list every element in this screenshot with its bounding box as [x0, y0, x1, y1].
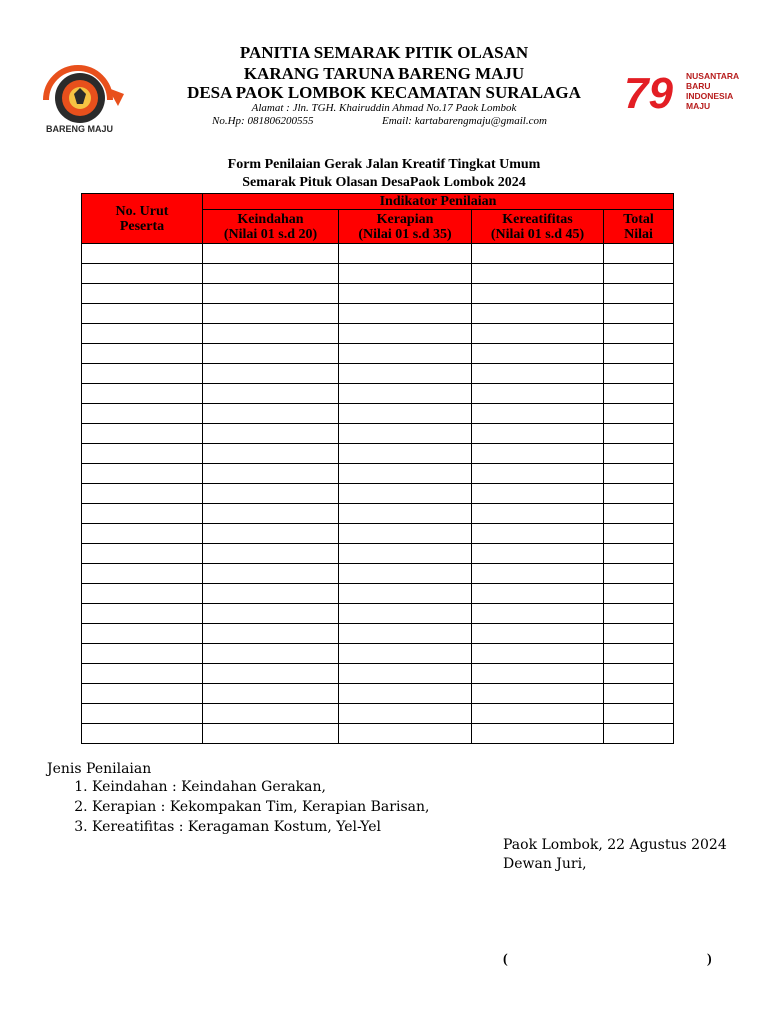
cell-kerapian[interactable] — [339, 444, 472, 464]
cell-total[interactable] — [604, 324, 674, 344]
cell-kerapian[interactable] — [339, 344, 472, 364]
cell-kerapian[interactable] — [339, 384, 472, 404]
table-row — [82, 264, 674, 284]
cell-no-urut[interactable] — [82, 664, 203, 684]
cell-kreatifitas[interactable] — [472, 424, 604, 444]
cell-kerapian[interactable] — [339, 504, 472, 524]
cell-total[interactable] — [604, 484, 674, 504]
cell-keindahan[interactable] — [203, 504, 339, 524]
header-keindahan-line-2: (Nilai 01 s.d 20) — [223, 226, 318, 242]
cell-kerapian[interactable] — [339, 264, 472, 284]
header-no-urut-line-2: Peserta — [119, 218, 165, 234]
header-kerapian-line-2: (Nilai 01 s.d 35) — [358, 226, 452, 242]
cell-no-urut[interactable] — [82, 384, 203, 404]
table-row — [82, 344, 674, 364]
form-title-line-2: Semarak Pituk Olasan DesaPaok Lombok 2024 — [242, 175, 526, 190]
cell-no-urut[interactable] — [82, 524, 203, 544]
cell-kreatifitas[interactable] — [472, 524, 604, 544]
cell-no-urut[interactable] — [82, 264, 203, 284]
cell-keindahan[interactable] — [203, 344, 339, 364]
cell-no-urut[interactable] — [82, 364, 203, 384]
table-row — [82, 364, 674, 384]
cell-kerapian[interactable] — [339, 324, 472, 344]
cell-kerapian[interactable] — [339, 604, 472, 624]
cell-total[interactable] — [604, 244, 674, 264]
cell-no-urut[interactable] — [82, 484, 203, 504]
cell-no-urut[interactable] — [82, 244, 203, 264]
cell-total[interactable] — [604, 724, 674, 744]
table-row — [82, 404, 674, 424]
cell-kerapian[interactable] — [339, 244, 472, 264]
cell-total[interactable] — [604, 644, 674, 664]
cell-kreatifitas[interactable] — [472, 244, 604, 264]
logo-left-text: BARENG MAJU — [46, 124, 114, 134]
cell-keindahan[interactable] — [203, 244, 339, 264]
cell-keindahan[interactable] — [203, 604, 339, 624]
cell-kreatifitas[interactable] — [472, 404, 604, 424]
cell-total[interactable] — [604, 284, 674, 304]
cell-kreatifitas[interactable] — [472, 624, 604, 644]
cell-no-urut[interactable] — [82, 464, 203, 484]
scoring-table-body — [82, 244, 674, 744]
cell-total[interactable] — [604, 664, 674, 684]
cell-total[interactable] — [604, 364, 674, 384]
cell-kerapian[interactable] — [339, 284, 472, 304]
table-row — [82, 284, 674, 304]
cell-kerapian[interactable] — [339, 364, 472, 384]
cell-kreatifitas[interactable] — [472, 364, 604, 384]
criteria-list — [67, 777, 429, 837]
cell-kreatifitas[interactable] — [472, 264, 604, 284]
cell-total[interactable] — [604, 424, 674, 444]
cell-no-urut[interactable] — [82, 304, 203, 324]
table-row — [82, 464, 674, 484]
logo-right-mark: 79 — [624, 69, 673, 118]
cell-kerapian[interactable] — [339, 304, 472, 324]
table-row — [82, 684, 674, 704]
letterhead-line-2: KARANG TARUNA BARENG MAJU — [243, 64, 525, 83]
cell-keindahan[interactable] — [203, 424, 339, 444]
cell-kreatifitas[interactable] — [472, 584, 604, 604]
cell-total[interactable] — [604, 584, 674, 604]
cell-keindahan[interactable] — [203, 264, 339, 284]
header-total-line-1: Total — [623, 211, 654, 227]
table-row — [82, 584, 674, 604]
cell-kerapian[interactable] — [339, 524, 472, 544]
logo-right-line-1: NUSANTARA — [686, 71, 740, 81]
header-total-nilai — [604, 210, 674, 244]
cell-keindahan[interactable] — [203, 724, 339, 744]
table-row — [82, 244, 674, 264]
cell-kreatifitas[interactable] — [472, 644, 604, 664]
cell-keindahan[interactable] — [203, 464, 339, 484]
table-row — [82, 304, 674, 324]
cell-kerapian[interactable] — [339, 544, 472, 564]
header-total-line-2: Nilai — [624, 226, 653, 242]
cell-kreatifitas[interactable] — [472, 664, 604, 684]
letterhead-line-1: PANITIA SEMARAK PITIK OLASAN — [239, 43, 529, 62]
cell-total[interactable] — [604, 384, 674, 404]
cell-no-urut[interactable] — [82, 564, 203, 584]
table-row — [82, 504, 674, 524]
header-keindahan — [203, 210, 339, 244]
table-row — [82, 444, 674, 464]
cell-kerapian[interactable] — [339, 644, 472, 664]
cell-no-urut[interactable] — [82, 604, 203, 624]
cell-kerapian[interactable] — [339, 624, 472, 644]
cell-total[interactable] — [604, 544, 674, 564]
cell-keindahan[interactable] — [203, 364, 339, 384]
table-row — [82, 524, 674, 544]
cell-keindahan[interactable] — [203, 644, 339, 664]
jury-label: Dewan Juri, — [503, 856, 587, 872]
cell-keindahan[interactable] — [203, 324, 339, 344]
table-row — [82, 704, 674, 724]
cell-keindahan[interactable] — [203, 564, 339, 584]
cell-keindahan[interactable] — [203, 664, 339, 684]
criteria-item: 1. Keindahan : Keindahan Gerakan, — [92, 777, 429, 797]
cell-keindahan[interactable] — [203, 704, 339, 724]
cell-kerapian[interactable] — [339, 564, 472, 584]
cell-no-urut[interactable] — [82, 424, 203, 444]
header-kreatifitas-line-2: (Nilai 01 s.d 45) — [490, 226, 585, 242]
cell-kerapian[interactable] — [339, 584, 472, 604]
cell-kreatifitas[interactable] — [472, 604, 604, 624]
scoring-table — [81, 193, 674, 744]
cell-kreatifitas[interactable] — [472, 284, 604, 304]
cell-total[interactable] — [604, 604, 674, 624]
cell-kerapian[interactable] — [339, 464, 472, 484]
cell-no-urut[interactable] — [82, 704, 203, 724]
cell-kerapian[interactable] — [339, 704, 472, 724]
cell-total[interactable] — [604, 404, 674, 424]
logo-right-line-4: MAJU — [686, 101, 711, 111]
cell-kreatifitas[interactable] — [472, 324, 604, 344]
header-indikator-penilaian: Indikator Penilaian — [203, 194, 674, 210]
cell-kreatifitas[interactable] — [472, 704, 604, 724]
cell-kreatifitas[interactable] — [472, 564, 604, 584]
signature-close-paren: ) — [707, 952, 712, 967]
header-kreatifitas-line-1: Kereatifitas — [502, 211, 573, 227]
cell-kreatifitas[interactable] — [472, 504, 604, 524]
cell-total[interactable] — [604, 624, 674, 644]
cell-total[interactable] — [604, 304, 674, 324]
cell-keindahan[interactable] — [203, 304, 339, 324]
cell-no-urut[interactable] — [82, 284, 203, 304]
cell-total[interactable] — [604, 684, 674, 704]
header-kerapian — [339, 210, 472, 244]
cell-kreatifitas[interactable] — [472, 344, 604, 364]
table-row — [82, 544, 674, 564]
table-row — [82, 664, 674, 684]
table-row — [82, 324, 674, 344]
cell-keindahan[interactable] — [203, 284, 339, 304]
cell-kreatifitas[interactable] — [472, 724, 604, 744]
table-row — [82, 644, 674, 664]
cell-keindahan[interactable] — [203, 484, 339, 504]
cell-kerapian[interactable] — [339, 684, 472, 704]
logo-right-line-2: BARU — [686, 81, 711, 91]
cell-no-urut[interactable] — [82, 684, 203, 704]
cell-total[interactable] — [604, 524, 674, 544]
cell-no-urut[interactable] — [82, 724, 203, 744]
cell-kreatifitas[interactable] — [472, 544, 604, 564]
letterhead-email: Email: kartabarengmaju@gmail.com — [382, 115, 547, 127]
cell-kerapian[interactable] — [339, 484, 472, 504]
cell-keindahan[interactable] — [203, 404, 339, 424]
header-no-urut-line-1: No. Urut — [115, 203, 169, 219]
hut-ri-79-logo — [622, 66, 742, 118]
cell-keindahan[interactable] — [203, 444, 339, 464]
letterhead-address: Alamat : Jln. TGH. Khairuddin Ahmad No.17 Paok Lombok — [251, 102, 517, 114]
cell-total[interactable] — [604, 444, 674, 464]
cell-no-urut[interactable] — [82, 324, 203, 344]
karang-taruna-logo — [38, 60, 128, 144]
cell-kreatifitas[interactable] — [472, 684, 604, 704]
cell-no-urut[interactable] — [82, 644, 203, 664]
cell-keindahan[interactable] — [203, 584, 339, 604]
cell-kerapian[interactable] — [339, 424, 472, 444]
cell-kerapian[interactable] — [339, 404, 472, 424]
cell-kreatifitas[interactable] — [472, 444, 604, 464]
cell-total[interactable] — [604, 464, 674, 484]
cell-keindahan[interactable] — [203, 624, 339, 644]
criteria-item: 2. Kerapian : Kekompakan Tim, Kerapian Barisan, — [92, 797, 429, 817]
cell-no-urut[interactable] — [82, 504, 203, 524]
header-kreatifitas — [472, 210, 604, 244]
cell-kreatifitas[interactable] — [472, 304, 604, 324]
cell-keindahan[interactable] — [203, 544, 339, 564]
letterhead-line-3: DESA PAOK LOMBOK KECAMATAN SURALAGA — [187, 83, 581, 102]
header-keindahan-line-1: Keindahan — [237, 211, 304, 227]
cell-total[interactable] — [604, 344, 674, 364]
table-row — [82, 424, 674, 444]
cell-kreatifitas[interactable] — [472, 384, 604, 404]
cell-total[interactable] — [604, 264, 674, 284]
cell-no-urut[interactable] — [82, 344, 203, 364]
cell-no-urut[interactable] — [82, 624, 203, 644]
cell-keindahan[interactable] — [203, 684, 339, 704]
cell-keindahan[interactable] — [203, 524, 339, 544]
table-row — [82, 484, 674, 504]
cell-total[interactable] — [604, 704, 674, 724]
table-row — [82, 564, 674, 584]
cell-kreatifitas[interactable] — [472, 484, 604, 504]
signature-open-paren: ( — [503, 952, 508, 967]
place-date: Paok Lombok, 22 Agustus 2024 — [503, 837, 727, 853]
cell-keindahan[interactable] — [203, 384, 339, 404]
cell-kerapian[interactable] — [339, 664, 472, 684]
cell-no-urut[interactable] — [82, 404, 203, 424]
cell-total[interactable] — [604, 564, 674, 584]
table-row — [82, 624, 674, 644]
criteria-heading: Jenis Penilaian — [47, 761, 152, 777]
table-row — [82, 384, 674, 404]
header-no-urut — [82, 194, 203, 244]
cell-kerapian[interactable] — [339, 724, 472, 744]
table-row — [82, 604, 674, 624]
criteria-item: 3. Kereatifitas : Keragaman Kostum, Yel-Yel — [92, 817, 429, 837]
cell-total[interactable] — [604, 504, 674, 524]
form-title-line-1: Form Penilaian Gerak Jalan Kreatif Tingkat Umum — [227, 157, 541, 172]
header-kerapian-line-1: Kerapian — [376, 211, 434, 227]
logo-right-line-3: INDONESIA — [686, 91, 734, 101]
cell-kreatifitas[interactable] — [472, 464, 604, 484]
letterhead-phone: No.Hp: 081806200555 — [212, 115, 314, 127]
cell-no-urut[interactable] — [82, 544, 203, 564]
table-row — [82, 724, 674, 744]
cell-no-urut[interactable] — [82, 584, 203, 604]
cell-no-urut[interactable] — [82, 444, 203, 464]
